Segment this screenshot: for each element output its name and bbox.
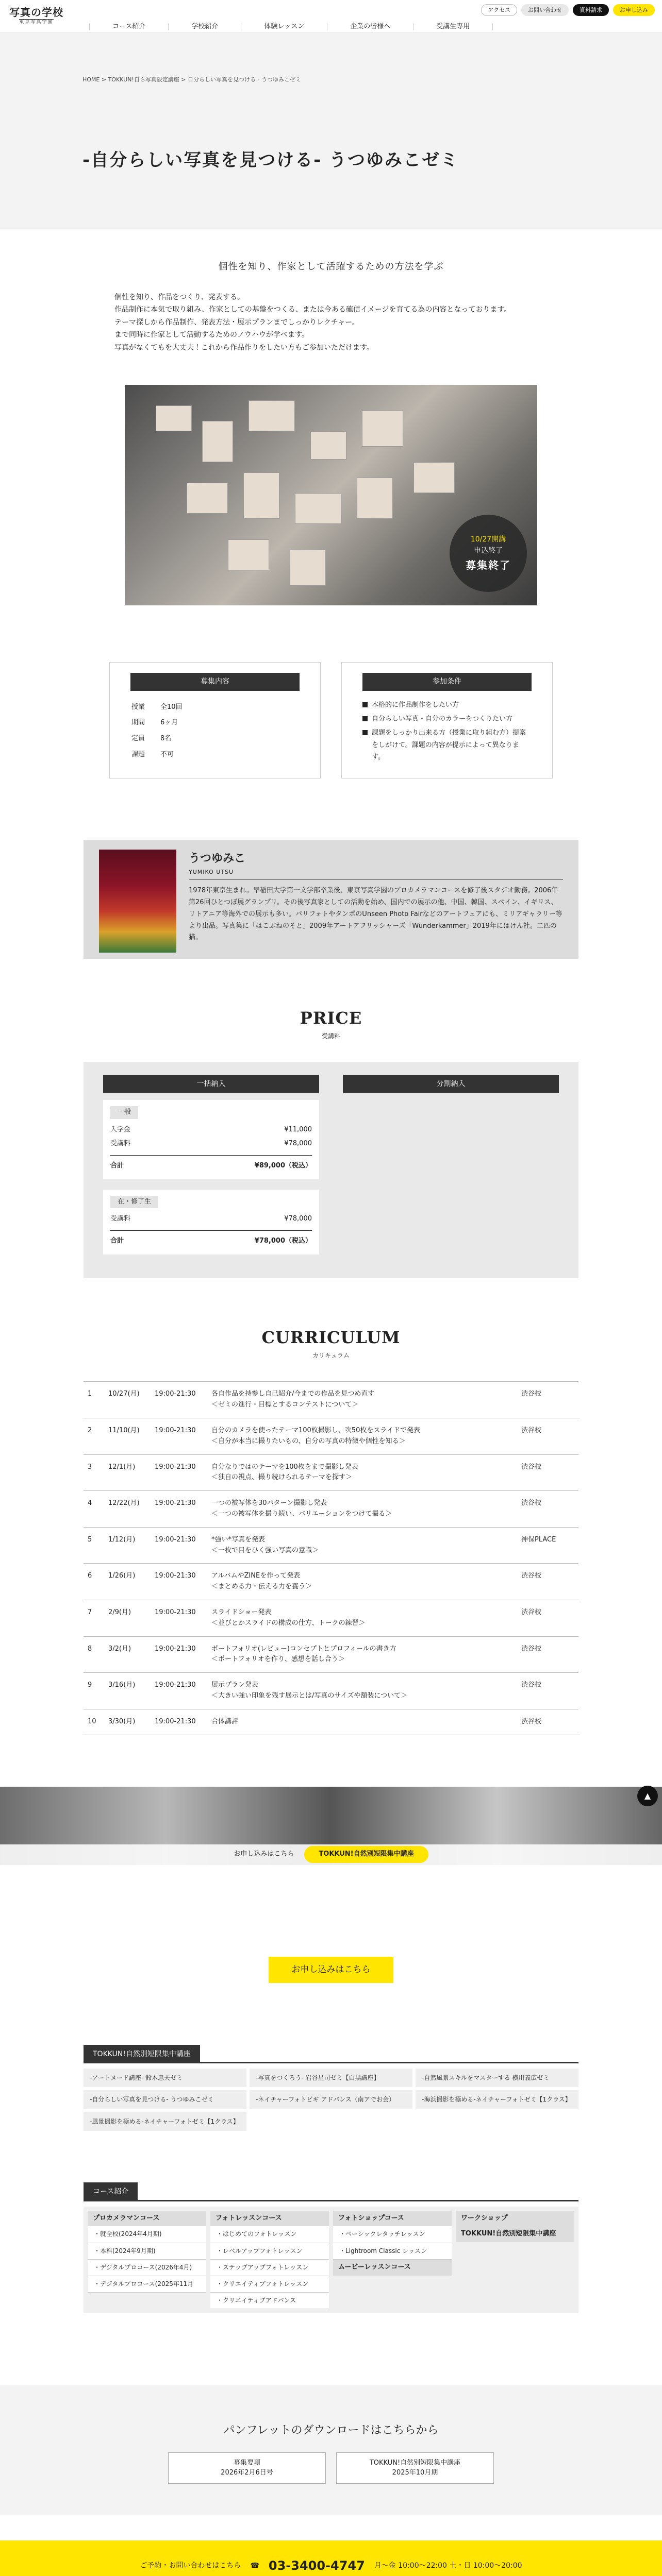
session-date: 12/1(月) (104, 1454, 151, 1491)
intro-line: テーマ探しから作品制作、発表方法・展示プランまでしっかりレクチャー。 (114, 318, 359, 327)
course-link[interactable]: ・ベーシックレタッチレッスン (333, 2226, 452, 2243)
row-value: 不可 (160, 751, 174, 759)
instructor-bio: 1978年東京生まれ。早稲田大学第一文学部卒業後、東京写真学園のプロカメラマンコースを修了後スタジオ勤務。2006年第26回ひとつぼ展グランプリ。その後写真家としての活動を始め、国内での展示の他、中国、韓国、スペイン、イギリス、リトアニア等海外での展示も多い。パリフォトやタンポのUnseen Photo Fairなどのアートフェアにも、ミリアギャラリー等より出品。写真集に「はこぶねのそと」2009年アートアフリッシャーズ「Wunderkammer」2019年にはけん社。二匹の猫。 (189, 887, 562, 942)
session-content: 一つの被写体を30パターン撮影し発表 ＜一つの被写体を撮り続い、バリエーションをつけて撮る＞ (207, 1491, 517, 1528)
breadcrumb[interactable]: HOME > TOKKUN!自ら写真限定講座 > 自分らしい写真を見つける - うつゆみこゼミ (82, 76, 301, 83)
course-link[interactable]: ・Lightroom Classic レッスン (333, 2243, 452, 2260)
session-content: *強い*写真を発表 ＜一枚で目をひく強い写真の意識＞ (207, 1527, 517, 1564)
logo-sub: 東京写真学園 (19, 20, 54, 25)
session-date: 10/27(月) (104, 1382, 151, 1418)
list-item: 課題をしっかり出来る方（授業に取り組む方）提案をしがけて。課題の内容が提示によって異なります。 (362, 727, 532, 763)
session-no: 10 (84, 1709, 104, 1735)
price-label: 受講料 (110, 1140, 131, 1147)
course-link[interactable]: ・ステップアップフォトレッスン (210, 2260, 329, 2276)
pamphlet-download-button[interactable] (336, 2452, 494, 2484)
table-row (84, 1636, 578, 1673)
price-heading-en: PRICE (300, 1008, 362, 1028)
course-column (88, 2211, 206, 2310)
session-venue: 渋谷校 (517, 1418, 578, 1454)
session-content: 自分なりではのテーマを100枚をまで撮影し発表 ＜独自の視点、撮り続けられるテーマを探す＞ (207, 1454, 517, 1491)
sticky-apply-button[interactable]: TOKKUN!自然別短限集中講座 (304, 1846, 428, 1863)
session-time: 19:00-21:30 (151, 1454, 207, 1491)
session-date: 1/12(月) (104, 1527, 151, 1564)
course-section (84, 2182, 578, 2313)
session-venue: 渋谷校 (517, 1636, 578, 1673)
table-row (131, 716, 197, 731)
conditions-list (362, 699, 532, 764)
row-value: 全10回 (160, 703, 183, 711)
price-category: 一般 (110, 1106, 138, 1119)
session-time: 19:00-21:30 (151, 1382, 207, 1418)
session-no: 1 (84, 1382, 104, 1418)
nav-trial[interactable]: 体験レッスン (241, 23, 327, 30)
list-item[interactable]: -風景撮影を極める-ネイチャーフォトゼミ【1クラス】 (84, 2112, 246, 2131)
seminar-photo (125, 385, 537, 605)
curriculum-table (84, 1381, 578, 1735)
session-date: 2/9(月) (104, 1600, 151, 1636)
curriculum-heading-jp: カリキュラム (312, 1352, 350, 1360)
list-item: 本格的に作品制作をしたい方 (362, 699, 532, 711)
row-value: 8名 (160, 735, 172, 743)
lump-sum-column (103, 1075, 319, 1265)
phone-icon: ☎ (250, 2562, 259, 2570)
session-no: 6 (84, 1564, 104, 1600)
curriculum-heading-en: CURRICULUM (261, 1327, 401, 1347)
session-no: 3 (84, 1454, 104, 1491)
phone-number[interactable]: 03-3400-4747 (268, 2558, 365, 2573)
badge-date: 10/27開講 (470, 535, 506, 544)
back-to-top-button[interactable]: ▲ (637, 1786, 658, 1806)
table-row (84, 1673, 578, 1709)
session-time: 19:00-21:30 (151, 1636, 207, 1673)
tokkun-list-title: TOKKUN!自然別短限集中講座 (84, 2045, 200, 2063)
nav-courses[interactable]: コース紹介 (89, 23, 168, 30)
contact-hours: 月〜金 10:00〜22:00 土・日 10:00〜20:00 (374, 2562, 522, 2570)
session-venue: 渋谷校 (517, 1564, 578, 1600)
session-time: 19:00-21:30 (151, 1564, 207, 1600)
table-row (84, 1527, 578, 1564)
course-column (333, 2211, 452, 2310)
session-no: 5 (84, 1527, 104, 1564)
session-venue: 渋谷校 (517, 1600, 578, 1636)
course-column-title[interactable]: フォトショップコース (333, 2211, 452, 2227)
session-content: 各自作品を持参し自己紹介/今までの作品を見つめ直す ＜ゼミの進行・目標とするコンテストについて＞ (207, 1382, 517, 1418)
logo-main: 写真の学校 (9, 6, 63, 19)
course-column-title[interactable]: ワークショップ (456, 2211, 574, 2227)
table-row (131, 700, 197, 715)
course-link[interactable]: ・レベルアップフォトレッスン (210, 2243, 329, 2260)
price-card-alumni (103, 1190, 319, 1255)
top-buttons (481, 4, 655, 16)
lump-sum-title: 一括納入 (103, 1075, 319, 1093)
intro-line: 作品制作に本気で取り組み、作家としての基盤をつくる、または今ある確信イメージを育てる為の内容となっております。 (114, 306, 511, 314)
row-value: 6ヶ月 (160, 719, 178, 727)
intro-section (114, 229, 548, 354)
tokkun-list-section (84, 2045, 578, 2131)
price-value: ¥78,000 (284, 1215, 312, 1223)
course-link[interactable]: ・デジタルプロコース(2025年11月 (88, 2276, 206, 2293)
session-time: 19:00-21:30 (151, 1673, 207, 1709)
price-value: ¥11,000 (284, 1126, 312, 1134)
installment-column (343, 1075, 559, 1265)
course-link[interactable]: ・クリエイティブフォトレッスン (210, 2276, 329, 2293)
sticky-apply-bar (0, 1844, 662, 1865)
course-column-title[interactable]: ムービーレッスンコース (333, 2260, 452, 2276)
conditions-box (341, 662, 553, 778)
price-total (110, 1230, 312, 1248)
badge-status: 募集終了 (466, 558, 511, 571)
list-item[interactable]: -写真をつくろう- 岩谷星司ゼミ【白黒講座】 (250, 2069, 412, 2087)
page-title: -自分らしい写真を見つける- うつゆみこゼミ (82, 150, 459, 171)
instructor-profile (84, 840, 578, 959)
pamphlet-label: 募集要項 (233, 2459, 260, 2467)
course-column (210, 2211, 329, 2310)
intro-lead: 個性を知り、作家として活躍するための方法を学ぶ (218, 261, 444, 272)
course-grid (84, 2207, 578, 2314)
course-link[interactable]: ・デジタルプロコース(2026年4月) (88, 2260, 206, 2276)
list-item: 自分らしい写真・自分のカラーをつくりたい方 (362, 713, 532, 725)
course-link[interactable]: ・はじめてのフォトレッスン (210, 2226, 329, 2243)
session-date: 1/26(月) (104, 1564, 151, 1600)
table-row (131, 748, 197, 762)
badge-type: 申込終了 (474, 547, 503, 555)
instructor-photo (99, 850, 176, 953)
list-item[interactable]: -ネイチャーフォトビギ アドバンス（南アでお会） (250, 2090, 412, 2109)
session-content: 合体講評 (207, 1709, 517, 1735)
price-value: ¥78,000（税込） (254, 1237, 312, 1245)
price-heading-jp: 受講料 (321, 1032, 340, 1040)
site-header (0, 0, 662, 33)
row-label: 授業 (131, 703, 145, 711)
session-date: 12/22(月) (104, 1491, 151, 1528)
session-time: 19:00-21:30 (151, 1491, 207, 1528)
session-date: 3/2(月) (104, 1636, 151, 1673)
installment-title: 分割納入 (343, 1075, 559, 1093)
contact-pre: ご予約・お問い合わせはこちら (140, 2562, 241, 2570)
price-label: 合計 (110, 1161, 124, 1170)
session-content: ポートフォリオ(レビュー)コンセプトとプロフィールの書き方 ＜ポートフォリオを作り、感想を話し合う＞ (207, 1636, 517, 1673)
access-button[interactable]: アクセス (481, 4, 517, 16)
curriculum-heading (0, 1325, 662, 1361)
session-venue: 渋谷校 (517, 1382, 578, 1418)
list-item[interactable]: -自然風景スキルをマスターする 横川義広ゼミ (416, 2069, 578, 2087)
recruit-box (109, 662, 321, 778)
table-row (84, 1709, 578, 1735)
intro-line: 個性を知り、作品をつくり、発表する。 (114, 293, 244, 301)
price-value: ¥89,000（税込） (254, 1161, 312, 1170)
course-link[interactable]: ・本科(2024年9月期) (88, 2243, 206, 2260)
session-venue: 渋谷校 (517, 1709, 578, 1735)
session-venue: 渋谷校 (517, 1454, 578, 1491)
course-column-title[interactable]: TOKKUN!自然別短限集中講座 (456, 2226, 574, 2242)
session-no: 4 (84, 1491, 104, 1528)
course-section-title: コース紹介 (84, 2182, 138, 2201)
pamphlet-download-button[interactable] (168, 2452, 326, 2484)
row-label: 定員 (131, 735, 145, 743)
course-column (456, 2211, 574, 2310)
session-content: 自分のカメラを使ったテーマ100枚撮影し、次50枚をスライドで発表 ＜自分が本当に撮りたいもの、自分の写真の特徴や個性を知る＞ (207, 1418, 517, 1454)
table-row (84, 1491, 578, 1528)
price-label: 合計 (110, 1237, 124, 1245)
session-time: 19:00-21:30 (151, 1418, 207, 1454)
session-date: 3/16(月) (104, 1673, 151, 1709)
intro-line: 写真がなくてもを大丈夫！これから作品作りをしたい方もご参加いただけます。 (114, 343, 374, 352)
instructor-name: うつゆみこ (189, 852, 246, 865)
site-logo[interactable] (9, 7, 63, 25)
course-link[interactable]: ・クリエイティブアドバンス (210, 2293, 329, 2309)
price-total (110, 1155, 312, 1173)
session-venue: 神保PLACE (517, 1527, 578, 1564)
session-no: 9 (84, 1673, 104, 1709)
session-date: 11/10(月) (104, 1418, 151, 1454)
session-venue: 渋谷校 (517, 1673, 578, 1709)
session-content: アルバムやZINEを作って発表 ＜まとめる力・伝える力を養う＞ (207, 1564, 517, 1600)
pamphlet-date: 2026年2月6日号 (221, 2469, 273, 2477)
contact-bar (0, 2540, 662, 2576)
course-column-title[interactable]: フォトレッスンコース (210, 2211, 329, 2227)
price-category: 在・修了生 (110, 1196, 158, 1209)
row-label: 課題 (131, 751, 145, 759)
conditions-title: 参加条件 (362, 673, 532, 690)
recruit-title: 募集内容 (130, 673, 300, 690)
tokkun-list (84, 2069, 578, 2131)
overview-boxes (109, 662, 553, 778)
price-card-general (103, 1100, 319, 1179)
intro-line: まで同時に作家として活動するためのノウハウが学べます。 (114, 331, 309, 340)
divider (84, 2200, 578, 2201)
course-link[interactable]: ・就全校(2024年4月期) (88, 2226, 206, 2243)
session-venue: 渋谷校 (517, 1491, 578, 1528)
session-no: 8 (84, 1636, 104, 1673)
price-section (84, 1062, 578, 1278)
session-time: 19:00-21:30 (151, 1709, 207, 1735)
price-label: 入学金 (110, 1126, 131, 1134)
list-item[interactable]: -アートヌード講座- 鈴木忠夫ゼミ (84, 2069, 246, 2087)
recruit-table (130, 699, 198, 764)
table-row (84, 1382, 578, 1418)
sticky-apply-label: お申し込みはこちら (234, 1850, 294, 1858)
session-no: 7 (84, 1600, 104, 1636)
nav-business[interactable]: 企業の皆様へ (327, 23, 413, 30)
session-no: 2 (84, 1418, 104, 1454)
photo-band (0, 1787, 662, 1865)
inquiry-button[interactable]: お問い合わせ (521, 4, 569, 16)
session-time: 19:00-21:30 (151, 1527, 207, 1564)
pamphlet-section (0, 2385, 662, 2514)
session-content: スライドショー発表 ＜並びとかスライドの構成の仕方、トークの練習＞ (207, 1600, 517, 1636)
pamphlet-buttons (0, 2452, 662, 2484)
session-date: 3/30(月) (104, 1709, 151, 1735)
table-row (84, 1564, 578, 1600)
brochure-button[interactable]: 資料請求 (573, 4, 609, 16)
price-heading (0, 1005, 662, 1041)
price-row (110, 1212, 312, 1226)
price-label: 受講料 (110, 1215, 131, 1223)
table-row (131, 732, 197, 747)
nav-students[interactable]: 受講生専用 (413, 23, 493, 30)
table-row (84, 1454, 578, 1491)
pamphlet-date: 2025年10月期 (392, 2469, 438, 2477)
apply-button[interactable]: お申し込みはこちら (269, 1957, 393, 1983)
price-value: ¥78,000 (284, 1140, 312, 1147)
table-row (84, 1600, 578, 1636)
pamphlet-title: パンフレットのダウンロードはこちらから (223, 2424, 439, 2437)
table-row (84, 1418, 578, 1454)
nav-school[interactable]: 学校紹介 (168, 23, 241, 30)
price-row (110, 1137, 312, 1151)
instructor-name-en: YUMIKO UTSU (189, 868, 563, 880)
list-item[interactable]: -自分らしい写真を見つける- うつゆみこゼミ (84, 2090, 246, 2109)
session-time: 19:00-21:30 (151, 1600, 207, 1636)
list-item[interactable]: -海浜撮影を極める-ネイチャーフォトゼミ【1クラス】 (416, 2090, 578, 2109)
status-badge (450, 515, 527, 592)
row-label: 期間 (131, 719, 145, 727)
course-column-title[interactable]: プロカメラマンコース (88, 2211, 206, 2227)
session-content: 展示プラン発表 ＜大きい強い印象を残す展示とは/写真のサイズや額装について＞ (207, 1673, 517, 1709)
price-row (110, 1123, 312, 1137)
pamphlet-label: TOKKUN!自然別短限集中講座 (369, 2459, 461, 2467)
page-hero (0, 33, 662, 229)
apply-top-button[interactable]: お申し込み (613, 4, 655, 16)
